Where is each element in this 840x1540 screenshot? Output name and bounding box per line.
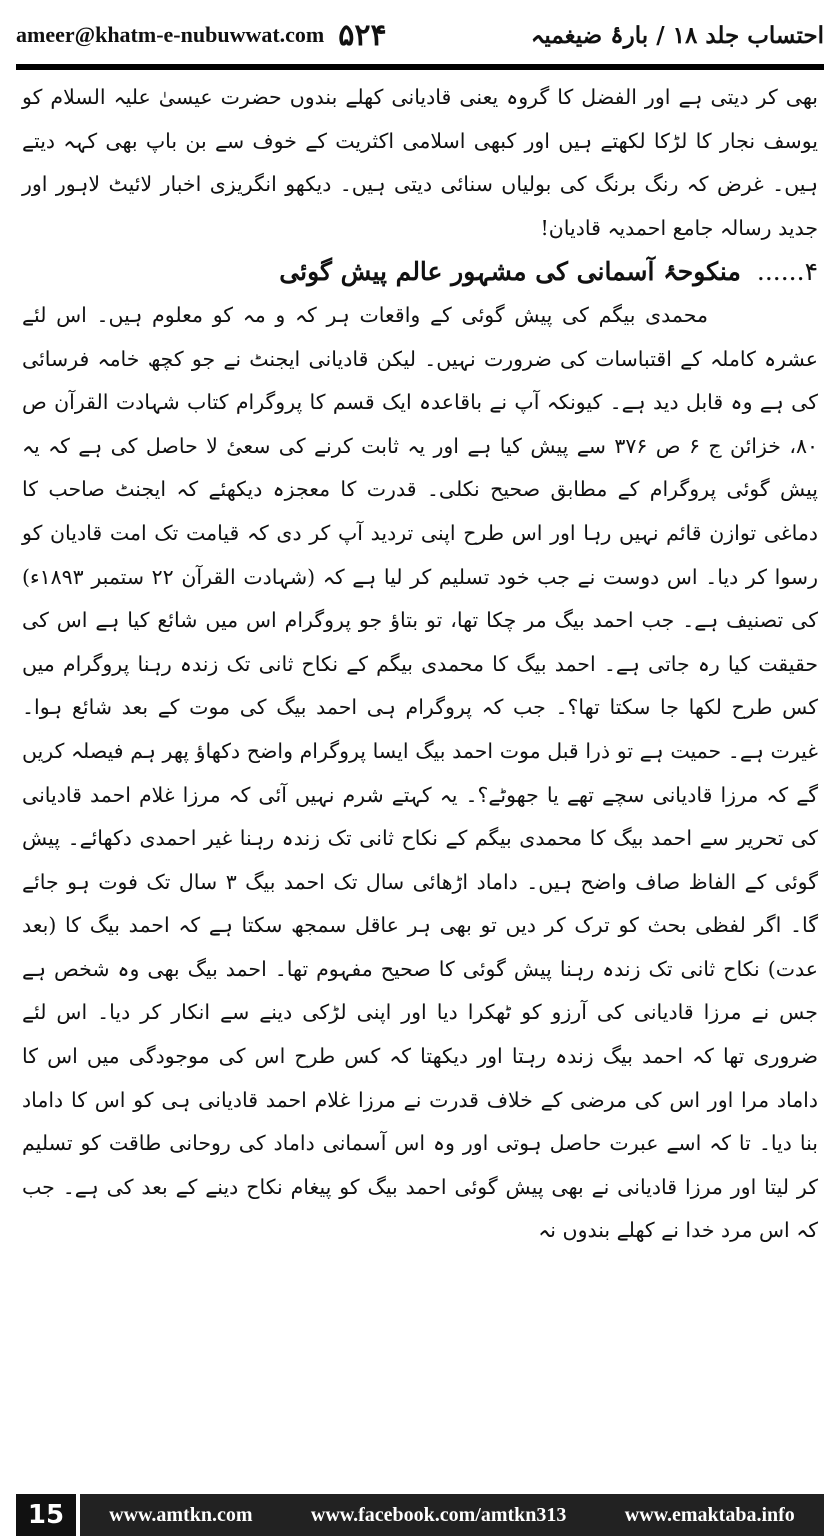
header-book-title: احتساب جلد ۱۸ / بارۂ ضیغمیہ — [530, 21, 824, 49]
footer-link-facebook[interactable]: www.facebook.com/amtkn313 — [310, 1503, 567, 1526]
header-rule — [16, 64, 824, 70]
page-body — [22, 76, 818, 1253]
page-footer — [16, 1494, 824, 1536]
header-email: ameer@khatm-e-nubuwwat.com — [16, 22, 325, 47]
header-left — [16, 18, 387, 53]
footer-page-number: 15 — [16, 1494, 76, 1536]
header-page-number: ۵۲۴ — [338, 17, 387, 53]
paragraph-1: بھی کر دیتی ہے اور الفضل کا گروہ یعنی قادیانی کھلے بندوں حضرت عیسیٰ علیہ السلام کو یوسف نجار کا لڑکا لکھتے ہیں اور کبھی اسلامی اکثریت کے خوف سے بن باپ بھی کہہ دیتے ہیں۔ غرض کہ رنگ برنگ کی بولیاں سنائی دیتی ہیں۔ دیکھو انگریزی اخبار لائیٹ لاہور اور جدید رسالہ جامع احمدیہ قادیان! — [22, 85, 818, 240]
paragraph-2: محمدی بیگم کی پیش گوئی کے واقعات ہر کہ و مہ کو معلوم ہیں۔ اس لئے عشرہ کاملہ کے اقتباسات کی ضرورت نہیں۔ لیکن قادیانی ایجنٹ نے جو کچھ خامہ فرسائی کی ہے وہ قابل دید ہے۔ کیونکہ آپ نے باقاعدہ ایک قسم کا پروگرام کتاب شہادت القرآن ص ۸۰، خزائن ج ۶ ص ۳۷۶ سے پیش کیا ہے اور یہ ثابت کرنے کی سعیٔ لا حاصل کی ہے کہ یہ پیش گوئی پروگرام کے مطابق صحیح نکلی۔ قدرت کا معجزہ دیکھئے کہ ایجنٹ صاحب کا دماغی توازن قائم نہیں رہا اور اس طرح اپنی تردید آپ کر دی کہ قیامت تک امت قادیان کو رسوا کر دیا۔ اس دوست نے جب خود تسلیم کر لیا ہے کہ (شہادت القرآن ۲۲ ستمبر ۱۸۹۳ء) کی تصنیف ہے۔ جب احمد بیگ مر چکا تھا، تو بتاؤ جو پروگرام اس میں شائع کیا ہے اس کی حقیقت کیا رہ جاتی ہے۔ احمد بیگ کا محمدی بیگم کے نکاح ثانی تک زندہ رہنا پروگرام میں کس طرح لکھا جا سکتا تھا؟۔ جب کہ پروگرام ہی احمد بیگ کی موت کے بعد شائع ہوا۔ غیرت ہے۔ حمیت ہے تو ذرا قبل موت احمد بیگ ایسا پروگرام واضح دکھاؤ پھر ہم فیصلہ کریں گے کہ مرزا قادیانی سچے تھے یا جھوٹے؟۔ یہ کہتے شرم نہیں آئی کہ مرزا غلام احمد قادیانی کی تحریر سے احمد بیگ کا محمدی بیگم کے نکاح ثانی تک زندہ رہنا غیر احمدی دکھائے۔ پیش گوئی کے الفاظ صاف واضح ہیں۔ داماد اڑھائی سال تک احمد بیگ ۳ سال تک فوت ہو جائے گا۔ اگر لفظی بحث کو ترک کر دیں تو بھی ہر عاقل سمجھ سکتا ہے کہ احمد بیگ کا (بعد عدت) نکاح ثانی تک زندہ رہنا پیش گوئی کا صحیح مفہوم تھا۔ احمد بیگ بھی وہ شخص ہے جس نے مرزا قادیانی کی آرزو کو ٹھکرا دیا اور اپنی لڑکی دینے سے انکار کر دیا۔ اس لئے ضروری تھا کہ احمد بیگ زندہ رہتا اور دیکھتا کہ کس طرح اس کی موجودگی میں اس کا داماد مرا اور اس کی مرضی کے خلاف قدرت نے مرزا غلام احمد قادیانی ہی کو اس کا داماد بنا دیا۔ تا کہ اسے عبرت حاصل ہوتی اور وہ اس آسمانی داماد کی روحانی طاقت کو تسلیم کر لیتا اور مرزا قادیانی نے بھی پیش گوئی احمد بیگ کو پیغام نکاح دینے کے بعد کی ہے۔ جب کہ اس مرد خدا نے کھلے بندوں نہ — [22, 302, 819, 1243]
footer-link-amtkn[interactable]: www.amtkn.com — [109, 1503, 253, 1526]
section-heading-number: ۴...... — [756, 257, 818, 287]
section-heading-title: منکوحۂ آسمانی کی مشہور عالم پیش گوئی — [279, 257, 741, 287]
footer-links — [80, 1494, 824, 1536]
section-heading — [22, 250, 818, 294]
page-header — [16, 10, 824, 60]
footer-link-emaktaba[interactable]: www.emaktaba.info — [624, 1503, 795, 1526]
